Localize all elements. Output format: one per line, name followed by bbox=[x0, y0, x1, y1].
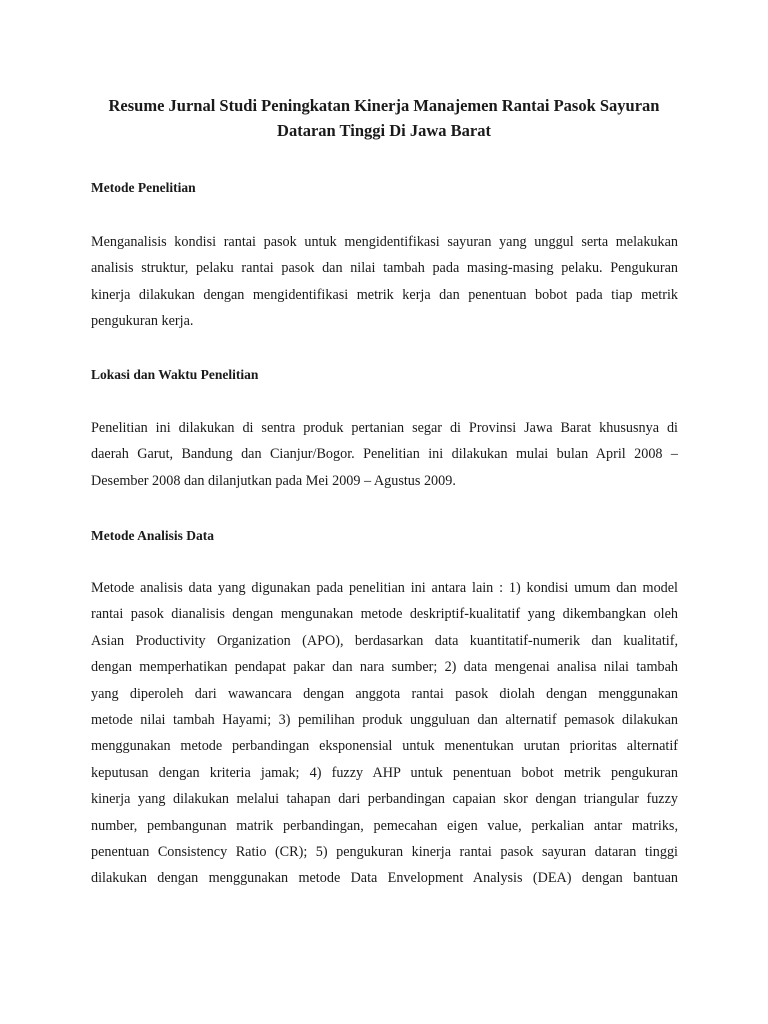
paragraph-line: kinerja dilakukan dengan mengidentifikasi metrik kerja dan penentuan bobot pada tiap metrik bbox=[91, 286, 678, 303]
paragraph-line: Menganalisis kondisi rantai pasok untuk mengidentifikasi sayuran yang unggul serta melakukan bbox=[91, 234, 678, 250]
paragraph-line: dilakukan dengan menggunakan metode Data Envelopment Analysis (DEA) dengan bantuan bbox=[91, 870, 678, 887]
section-heading-metode-analisis-data: Metode Analisis Data bbox=[91, 528, 214, 543]
paragraph-line: Desember 2008 dan dilanjutkan pada Mei 2009 – Agustus 2009. bbox=[91, 472, 456, 489]
paragraph-line: number, pembangunan matrik perbandingan, pemecahan eigen value, perkalian antar matriks, bbox=[91, 817, 678, 834]
paragraph-line: menggunakan metode perbandingan eksponensial untuk menentukan urutan prioritas alternatif bbox=[91, 738, 678, 755]
paragraph-line: kinerja yang dilakukan melalui tahapan dari perbandingan capaian skor dengan triangular fuzzy bbox=[91, 791, 678, 808]
paragraph-line: keputusan dengan kriteria jamak; 4) fuzzy AHP untuk penentuan bobot metrik pengukuran bbox=[91, 764, 678, 781]
section-heading-metode-penelitian: Metode Penelitian bbox=[91, 180, 196, 195]
section-paragraph-lokasi-waktu bbox=[91, 415, 678, 494]
section-paragraph-metode-analisis-data bbox=[91, 575, 678, 892]
document-title bbox=[60, 93, 708, 143]
section-paragraph-metode-penelitian bbox=[91, 229, 678, 335]
document-title-line: Dataran Tinggi Di Jawa Barat bbox=[277, 121, 491, 140]
section-heading-lokasi-waktu: Lokasi dan Waktu Penelitian bbox=[91, 367, 259, 382]
document-title-line: Resume Jurnal Studi Peningkatan Kinerja Manajemen Rantai Pasok Sayuran bbox=[108, 96, 660, 115]
paragraph-line: daerah Garut, Bandung dan Cianjur/Bogor. Penelitian ini dilakukan mulai bulan April 2008 – bbox=[91, 446, 678, 463]
paragraph-line: analisis struktur, pelaku rantai pasok dan nilai tambah pada masing-masing pelaku. Pengukuran bbox=[91, 260, 678, 277]
paragraph-line: yang diperoleh dari wawancara dengan anggota rantai pasok diolah dengan menggunakan bbox=[91, 685, 678, 702]
paragraph-line: Penelitian ini dilakukan di sentra produk pertanian segar di Provinsi Jawa Barat khususnya di bbox=[91, 420, 678, 436]
paragraph-line: Asian Productivity Organization (APO), berdasarkan data kuantitatif-numerik dan kualitatif, bbox=[91, 632, 678, 649]
paragraph-line: Metode analisis data yang digunakan pada penelitian ini antara lain : 1) kondisi umum dan model bbox=[91, 580, 678, 596]
paragraph-line: metode nilai tambah Hayami; 3) pemilihan produk ungguluan dan alternatif pemasok dilakukan bbox=[91, 712, 678, 729]
paragraph-line: penentuan Consistency Ratio (CR); 5) pengukuran kinerja rantai pasok sayuran dataran tinggi bbox=[91, 844, 678, 861]
paragraph-line: rantai pasok dianalisis dengan mengunakan metode deskriptif-kualitatif yang dikembangkan oleh bbox=[91, 606, 678, 623]
paragraph-line: pengukuran kerja. bbox=[91, 313, 194, 330]
paragraph-line: dengan memperhatikan pendapat pakar dan nara sumber; 2) data mengenai analisa nilai tambah bbox=[91, 659, 678, 676]
